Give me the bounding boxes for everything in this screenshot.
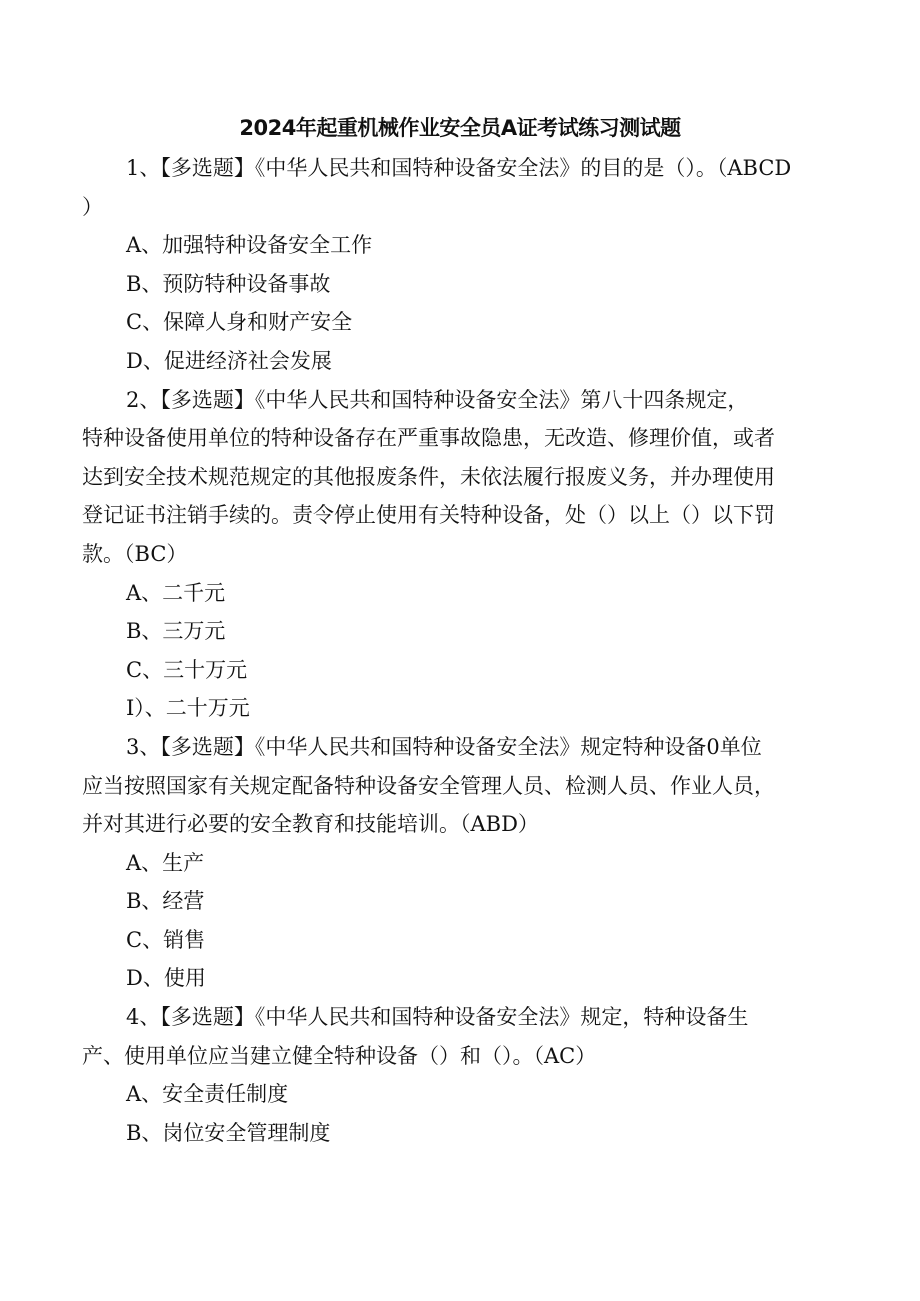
question-4 xyxy=(82,998,842,1152)
question-2 xyxy=(82,381,842,728)
question-4-option-b: B、岗位安全管理制度 xyxy=(126,1120,331,1145)
question-2-stem-line-1: 2、【多选题】《中华人民共和国特种设备安全法》第八十四条规定， xyxy=(126,387,749,412)
question-4-stem-line-2: 产、使用单位应当建立健全特种设备（）和（）。（AC） xyxy=(82,1043,597,1068)
question-3-option-b: B、经营 xyxy=(126,889,205,914)
question-1 xyxy=(82,149,842,381)
question-1-stem-line-2: ） xyxy=(82,194,103,219)
question-3-option-c: C、销售 xyxy=(126,927,206,952)
question-1-option-d: D、促进经济社会发展 xyxy=(126,348,332,373)
question-1-option-a: A、加强特种设备安全工作 xyxy=(126,233,373,258)
question-3-option-d: D、使用 xyxy=(126,966,206,991)
question-2-stem-line-2: 特种设备使用单位的特种设备存在严重事故隐患，无改造、修理价值，或者 xyxy=(82,426,775,451)
question-3-stem-line-1: 3、【多选题】《中华人民共和国特种设备安全法》规定特种设备0单位 xyxy=(126,734,762,759)
question-3-stem-line-3: 并对其进行必要的安全教育和技能培训。（ABD） xyxy=(82,812,539,837)
page-title: 2024年起重机械作业安全员A证考试练习测试题 xyxy=(239,116,681,140)
question-2-stem-line-4: 登记证书注销手续的。责令停止使用有关特种设备，处（）以上（）以下罚 xyxy=(82,503,775,528)
question-1-stem-line-1: 1、【多选题】《中华人民共和国特种设备安全法》的目的是（）。（ABCD xyxy=(126,156,792,180)
question-2-stem-line-5: 款。（BC） xyxy=(82,541,188,566)
question-2-option-c: C、三十万元 xyxy=(126,657,248,682)
question-2-option-d: I）、二十万元 xyxy=(126,696,250,721)
question-3-stem-line-2: 应当按照国家有关规定配备特种设备安全管理人员、检测人员、作业人员， xyxy=(82,773,775,798)
question-4-stem-line-1: 4、【多选题】《中华人民共和国特种设备安全法》规定，特种设备生 xyxy=(126,1005,749,1030)
question-2-option-b: B、三万元 xyxy=(126,619,226,644)
question-1-option-c: C、保障人身和财产安全 xyxy=(126,310,353,335)
question-list xyxy=(82,149,842,1152)
question-2-stem-line-3: 达到安全技术规范规定的其他报废条件，未依法履行报废义务，并办理使用 xyxy=(82,464,775,489)
question-2-option-a: A、二千元 xyxy=(126,580,226,605)
question-1-option-b: B、预防特种设备事故 xyxy=(126,271,331,296)
question-3-option-a: A、生产 xyxy=(126,850,205,875)
question-4-option-a: A、安全责任制度 xyxy=(126,1082,289,1107)
question-3 xyxy=(82,728,842,998)
